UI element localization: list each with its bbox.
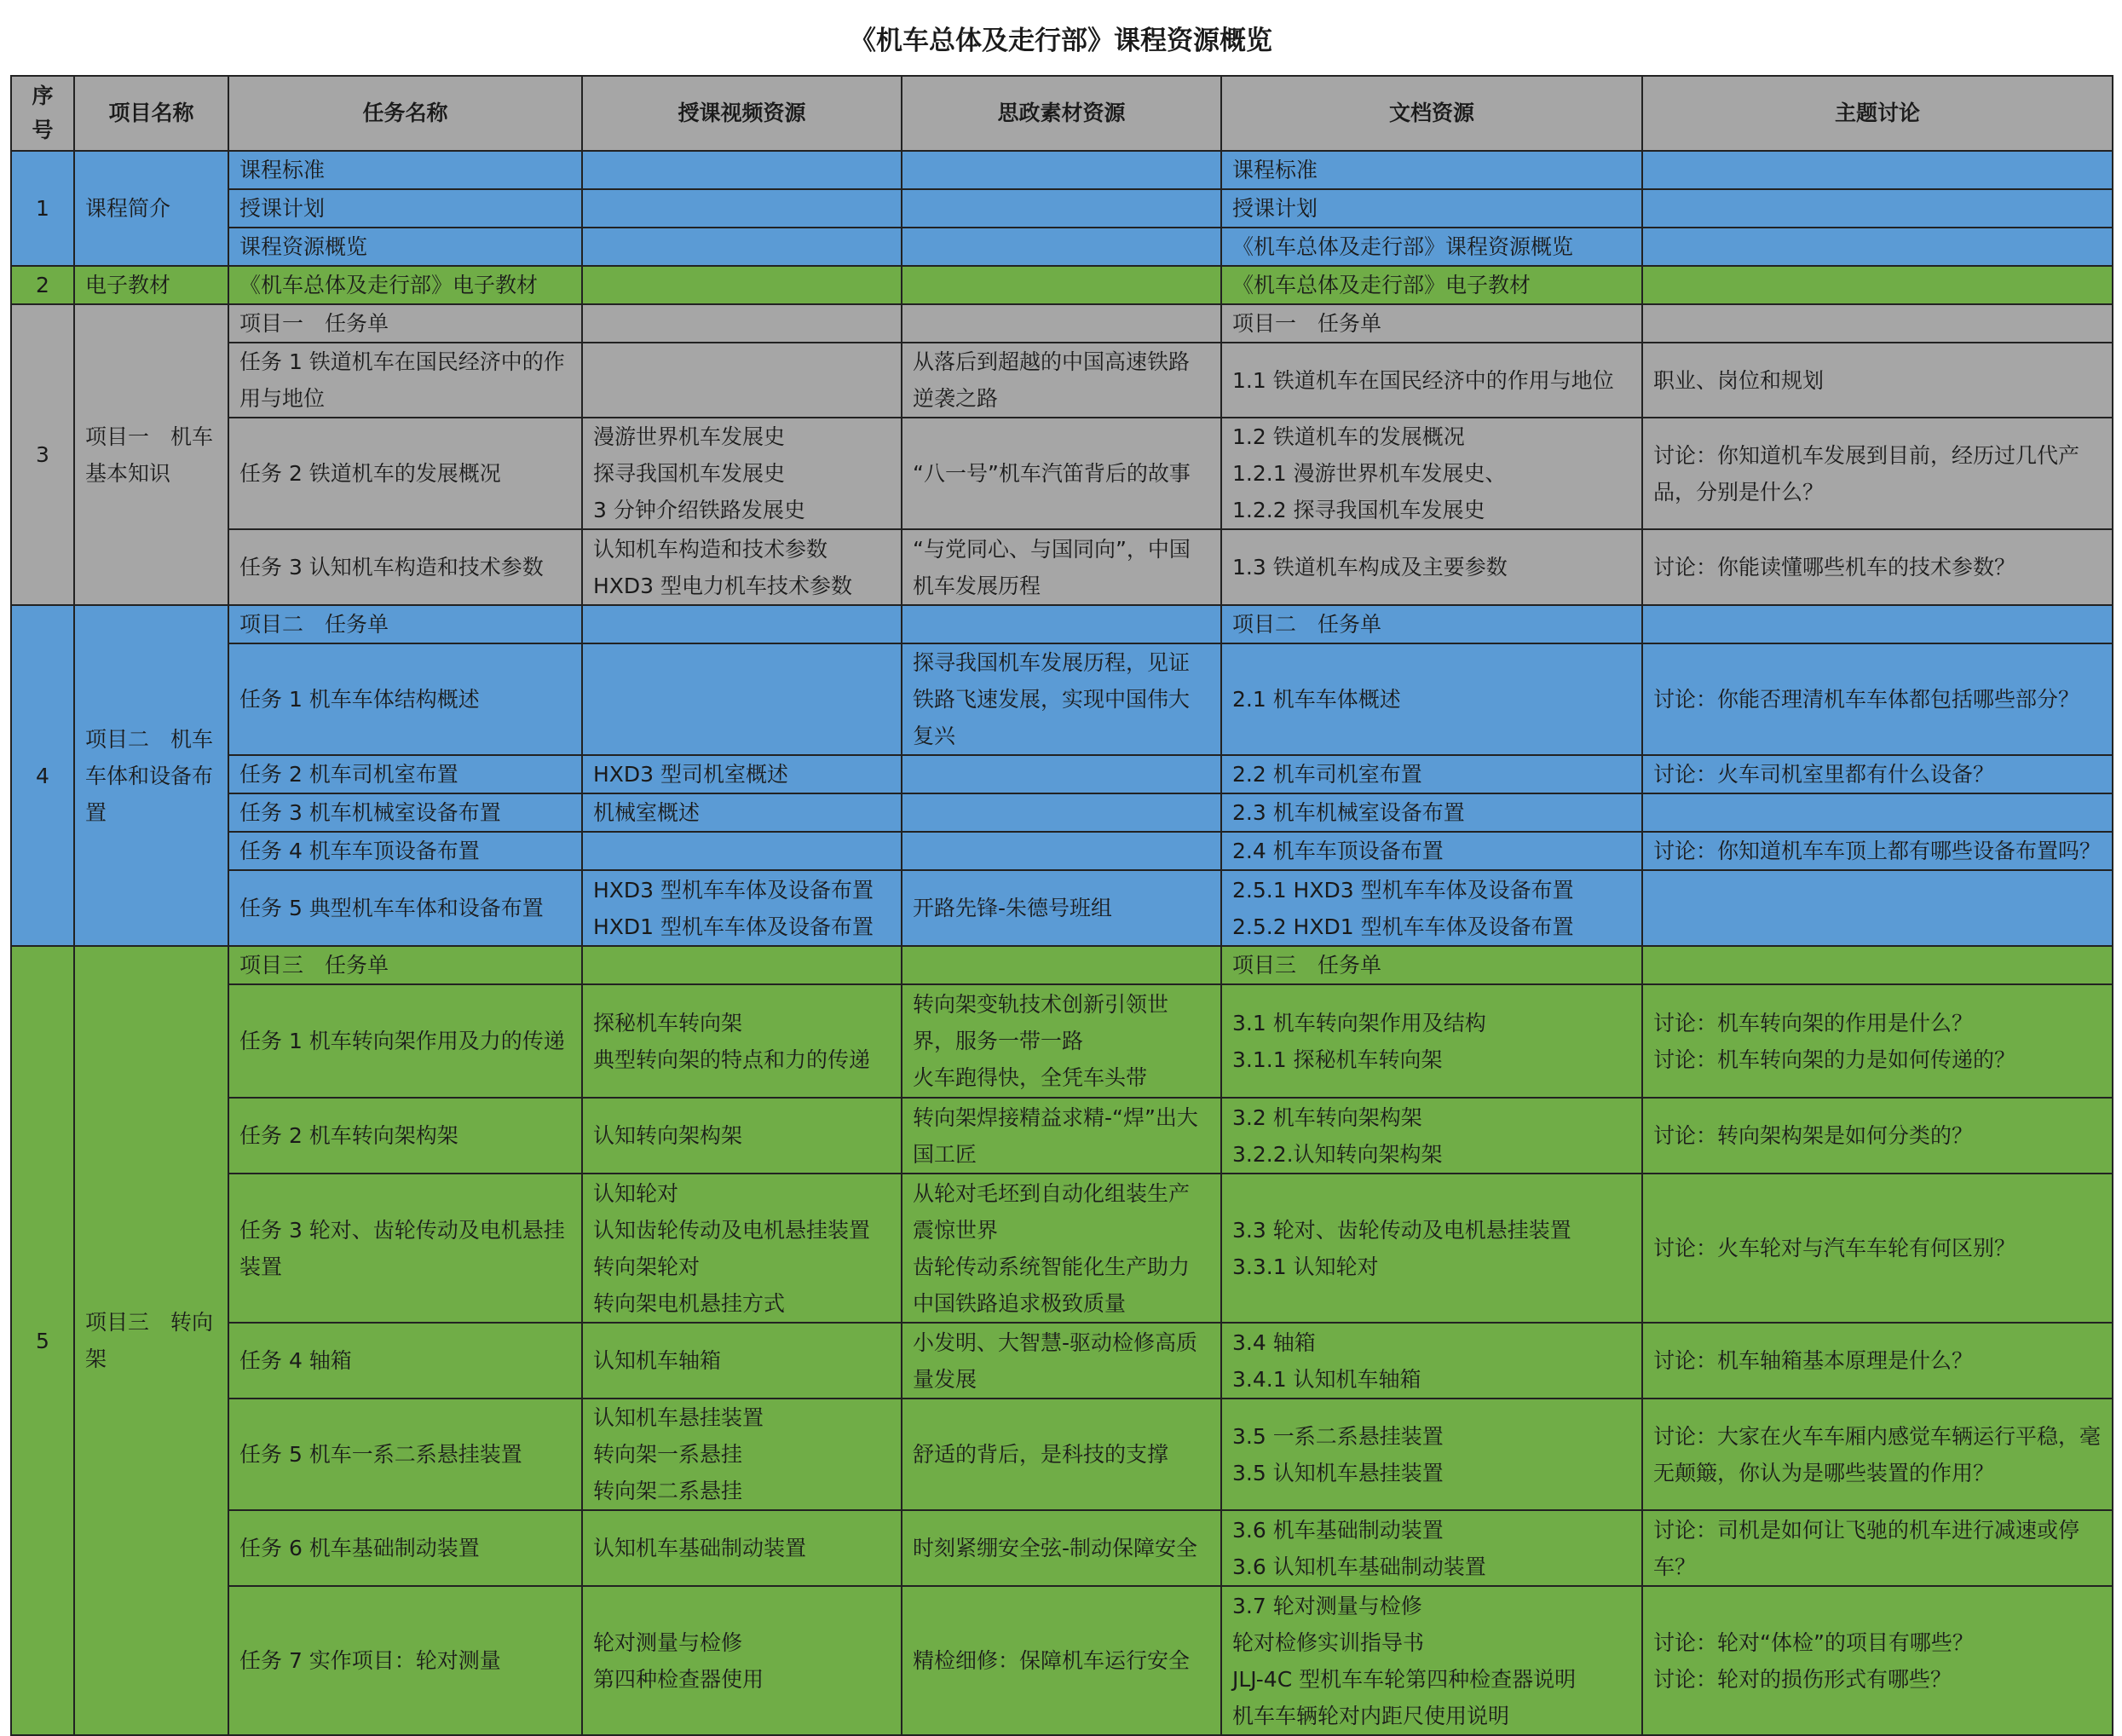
video-cell: 认知机车基础制动装置 <box>582 1510 902 1586</box>
task-cell: 任务 2 机车转向架构架 <box>228 1098 582 1174</box>
doc-cell: 《机车总体及走行部》课程资源概览 <box>1221 228 1642 266</box>
sizheng-cell: “与党同心、与国同向”，中国机车发展历程 <box>902 529 1221 605</box>
sizheng-cell: 舒适的背后，是科技的支撑 <box>902 1399 1221 1510</box>
sizheng-cell <box>902 266 1221 304</box>
task-cell: 项目三 任务单 <box>228 946 582 984</box>
sizheng-cell <box>902 228 1221 266</box>
task-cell: 任务 5 典型机车车体和设备布置 <box>228 870 582 946</box>
video-cell: HXD3 型机车车体及设备布置 HXD1 型机车车体及设备布置 <box>582 870 902 946</box>
discussion-cell: 讨论：转向架构架是如何分类的？ <box>1642 1098 2113 1174</box>
sizheng-cell: 探寻我国机车发展历程，见证铁路飞速发展，实现中国伟大复兴 <box>902 643 1221 755</box>
task-cell: 任务 5 机车一系二系悬挂装置 <box>228 1399 582 1510</box>
video-cell: 认知转向架构架 <box>582 1098 902 1174</box>
table-row <box>11 832 2113 870</box>
doc-cell: 1.3 铁道机车构成及主要参数 <box>1221 529 1642 605</box>
video-cell: 漫游世界机车发展史 探寻我国机车发展史 3 分钟介绍铁路发展史 <box>582 418 902 529</box>
project-cell: 课程简介 <box>74 151 228 266</box>
doc-cell: 《机车总体及走行部》电子教材 <box>1221 266 1642 304</box>
video-cell <box>582 605 902 643</box>
header-sizheng: 思政素材资源 <box>902 76 1221 151</box>
doc-cell: 课程标准 <box>1221 151 1642 189</box>
doc-cell: 授课计划 <box>1221 189 1642 228</box>
table-row <box>11 946 2113 984</box>
table-row <box>11 643 2113 755</box>
discussion-cell <box>1642 189 2113 228</box>
project-cell: 项目一 机车基本知识 <box>74 304 228 605</box>
table-row <box>11 984 2113 1098</box>
project-cell: 项目三 转向架 <box>74 946 228 1735</box>
discussion-cell <box>1642 151 2113 189</box>
doc-cell: 项目三 任务单 <box>1221 946 1642 984</box>
task-cell: 任务 2 机车司机室布置 <box>228 755 582 793</box>
table-row <box>11 343 2113 418</box>
table-row <box>11 418 2113 529</box>
task-cell: 任务 4 机车车顶设备布置 <box>228 832 582 870</box>
table-row <box>11 1399 2113 1510</box>
sizheng-cell: 小发明、大智慧-驱动检修高质量发展 <box>902 1323 1221 1399</box>
doc-cell: 2.4 机车车顶设备布置 <box>1221 832 1642 870</box>
seq-cell: 3 <box>11 304 74 605</box>
sizheng-cell: “八一号”机车汽笛背后的故事 <box>902 418 1221 529</box>
task-cell: 项目一 任务单 <box>228 304 582 343</box>
table-row <box>11 304 2113 343</box>
task-cell: 任务 7 实作项目：轮对测量 <box>228 1586 582 1735</box>
doc-cell: 2.3 机车机械室设备布置 <box>1221 793 1642 832</box>
discussion-cell <box>1642 605 2113 643</box>
table-row <box>11 266 2113 304</box>
task-cell: 任务 2 铁道机车的发展概况 <box>228 418 582 529</box>
doc-cell: 1.2 铁道机车的发展概况 1.2.1 漫游世界机车发展史、 1.2.2 探寻我国机车发展史 <box>1221 418 1642 529</box>
sizheng-cell: 从落后到超越的中国高速铁路逆袭之路 <box>902 343 1221 418</box>
table-row <box>11 1098 2113 1174</box>
discussion-cell <box>1642 304 2113 343</box>
video-cell: 认知机车悬挂装置 转向架一系悬挂 转向架二系悬挂 <box>582 1399 902 1510</box>
header-seq: 序 号 <box>11 76 74 151</box>
task-cell: 任务 6 机车基础制动装置 <box>228 1510 582 1586</box>
task-cell: 任务 3 认知机车构造和技术参数 <box>228 529 582 605</box>
table-row <box>11 529 2113 605</box>
video-cell <box>582 189 902 228</box>
doc-cell: 3.6 机车基础制动装置 3.6 认知机车基础制动装置 <box>1221 1510 1642 1586</box>
video-cell <box>582 343 902 418</box>
seq-cell: 1 <box>11 151 74 266</box>
task-cell: 课程资源概览 <box>228 228 582 266</box>
doc-cell: 3.2 机车转向架构架 3.2.2.认知转向架构架 <box>1221 1098 1642 1174</box>
doc-cell: 3.4 轴箱 3.4.1 认知机车轴箱 <box>1221 1323 1642 1399</box>
discussion-cell <box>1642 266 2113 304</box>
sizheng-cell <box>902 755 1221 793</box>
task-cell: 任务 3 机车机械室设备布置 <box>228 793 582 832</box>
video-cell <box>582 228 902 266</box>
header-video: 授课视频资源 <box>582 76 902 151</box>
doc-cell: 2.2 机车司机室布置 <box>1221 755 1642 793</box>
video-cell: 认知机车轴箱 <box>582 1323 902 1399</box>
sizheng-cell: 精检细修：保障机车运行安全 <box>902 1586 1221 1735</box>
page-title: 《机车总体及走行部》课程资源概览 <box>850 25 1272 56</box>
task-cell: 任务 3 轮对、齿轮传动及电机悬挂装置 <box>228 1174 582 1323</box>
video-cell <box>582 151 902 189</box>
discussion-cell: 讨论：轮对“体检”的项目有哪些？ 讨论：轮对的损伤形式有哪些？ <box>1642 1586 2113 1735</box>
project-cell: 电子教材 <box>74 266 228 304</box>
doc-cell: 项目二 任务单 <box>1221 605 1642 643</box>
table-row <box>11 151 2113 189</box>
seq-cell: 2 <box>11 266 74 304</box>
sizheng-cell <box>902 151 1221 189</box>
table-row <box>11 755 2113 793</box>
discussion-cell: 讨论：机车轴箱基本原理是什么？ <box>1642 1323 2113 1399</box>
task-cell: 任务 1 机车转向架作用及力的传递 <box>228 984 582 1098</box>
doc-cell: 3.7 轮对测量与检修 轮对检修实训指导书 JLJ-4C 型机车车轮第四种检查器说明 机车车辆轮对内距尺使用说明 <box>1221 1586 1642 1735</box>
discussion-cell: 讨论：火车轮对与汽车车轮有何区别？ <box>1642 1174 2113 1323</box>
table-row <box>11 793 2113 832</box>
header-document: 文档资源 <box>1221 76 1642 151</box>
discussion-cell <box>1642 228 2113 266</box>
discussion-cell: 讨论：司机是如何让飞驰的机车进行减速或停车？ <box>1642 1510 2113 1586</box>
doc-cell: 3.1 机车转向架作用及结构 3.1.1 探秘机车转向架 <box>1221 984 1642 1098</box>
discussion-cell <box>1642 870 2113 946</box>
video-cell: 探秘机车转向架 典型转向架的特点和力的传递 <box>582 984 902 1098</box>
sizheng-cell: 转向架变轨技术创新引领世界，服务一带一路 火车跑得快，全凭车头带 <box>902 984 1221 1098</box>
video-cell <box>582 643 902 755</box>
sizheng-cell: 开路先锋-朱德号班组 <box>902 870 1221 946</box>
task-cell: 项目二 任务单 <box>228 605 582 643</box>
table-row <box>11 1174 2113 1323</box>
project-cell: 项目二 机车车体和设备布置 <box>74 605 228 946</box>
table-row <box>11 870 2113 946</box>
table-row <box>11 1510 2113 1586</box>
task-cell: 任务 1 机车车体结构概述 <box>228 643 582 755</box>
video-cell: 认知轮对 认知齿轮传动及电机悬挂装置 转向架轮对 转向架电机悬挂方式 <box>582 1174 902 1323</box>
discussion-cell: 讨论：你能否理清机车车体都包括哪些部分？ <box>1642 643 2113 755</box>
sizheng-cell: 转向架焊接精益求精-“焊”出大国工匠 <box>902 1098 1221 1174</box>
header-discussion: 主题讨论 <box>1642 76 2113 151</box>
discussion-cell: 职业、岗位和规划 <box>1642 343 2113 418</box>
task-cell: 任务 1 铁道机车在国民经济中的作用与地位 <box>228 343 582 418</box>
table-row <box>11 605 2113 643</box>
sizheng-cell <box>902 832 1221 870</box>
task-cell: 授课计划 <box>228 189 582 228</box>
video-cell: 认知机车构造和技术参数 HXD3 型电力机车技术参数 <box>582 529 902 605</box>
discussion-cell: 讨论：火车司机室里都有什么设备？ <box>1642 755 2113 793</box>
sizheng-cell: 从轮对毛坯到自动化组装生产震惊世界 齿轮传动系统智能化生产助力中国铁路追求极致质量 <box>902 1174 1221 1323</box>
seq-cell: 4 <box>11 605 74 946</box>
video-cell <box>582 832 902 870</box>
seq-cell: 5 <box>11 946 74 1735</box>
discussion-cell: 讨论：你知道机车车顶上都有哪些设备布置吗？ <box>1642 832 2113 870</box>
discussion-cell <box>1642 946 2113 984</box>
discussion-cell: 讨论：机车转向架的作用是什么？ 讨论：机车转向架的力是如何传递的？ <box>1642 984 2113 1098</box>
task-cell: 课程标准 <box>228 151 582 189</box>
doc-cell: 2.5.1 HXD3 型机车车体及设备布置 2.5.2 HXD1 型机车车体及设备布置 <box>1221 870 1642 946</box>
discussion-cell: 讨论：大家在火车车厢内感觉车辆运行平稳，毫无颠簸，你认为是哪些装置的作用？ <box>1642 1399 2113 1510</box>
task-cell: 《机车总体及走行部》电子教材 <box>228 266 582 304</box>
course-resource-table <box>10 75 2113 1736</box>
video-cell <box>582 946 902 984</box>
doc-cell: 1.1 铁道机车在国民经济中的作用与地位 <box>1221 343 1642 418</box>
sizheng-cell <box>902 946 1221 984</box>
video-cell <box>582 304 902 343</box>
table-row <box>11 1586 2113 1735</box>
table-row <box>11 228 2113 266</box>
sizheng-cell <box>902 605 1221 643</box>
discussion-cell: 讨论：你能读懂哪些机车的技术参数？ <box>1642 529 2113 605</box>
table-header-row <box>11 76 2113 151</box>
header-project: 项目名称 <box>74 76 228 151</box>
video-cell: HXD3 型司机室概述 <box>582 755 902 793</box>
doc-cell: 项目一 任务单 <box>1221 304 1642 343</box>
doc-cell: 2.1 机车车体概述 <box>1221 643 1642 755</box>
doc-cell: 3.3 轮对、齿轮传动及电机悬挂装置 3.3.1 认知轮对 <box>1221 1174 1642 1323</box>
sizheng-cell <box>902 793 1221 832</box>
sizheng-cell: 时刻紧绷安全弦-制动保障安全 <box>902 1510 1221 1586</box>
table-row <box>11 1323 2113 1399</box>
sizheng-cell <box>902 189 1221 228</box>
sizheng-cell <box>902 304 1221 343</box>
discussion-cell <box>1642 793 2113 832</box>
doc-cell: 3.5 一系二系悬挂装置 3.5 认知机车悬挂装置 <box>1221 1399 1642 1510</box>
video-cell <box>582 266 902 304</box>
header-task: 任务名称 <box>228 76 582 151</box>
table-row <box>11 189 2113 228</box>
discussion-cell: 讨论：你知道机车发展到目前，经历过几代产品，分别是什么？ <box>1642 418 2113 529</box>
video-cell: 轮对测量与检修 第四种检查器使用 <box>582 1586 902 1735</box>
video-cell: 机械室概述 <box>582 793 902 832</box>
task-cell: 任务 4 轴箱 <box>228 1323 582 1399</box>
